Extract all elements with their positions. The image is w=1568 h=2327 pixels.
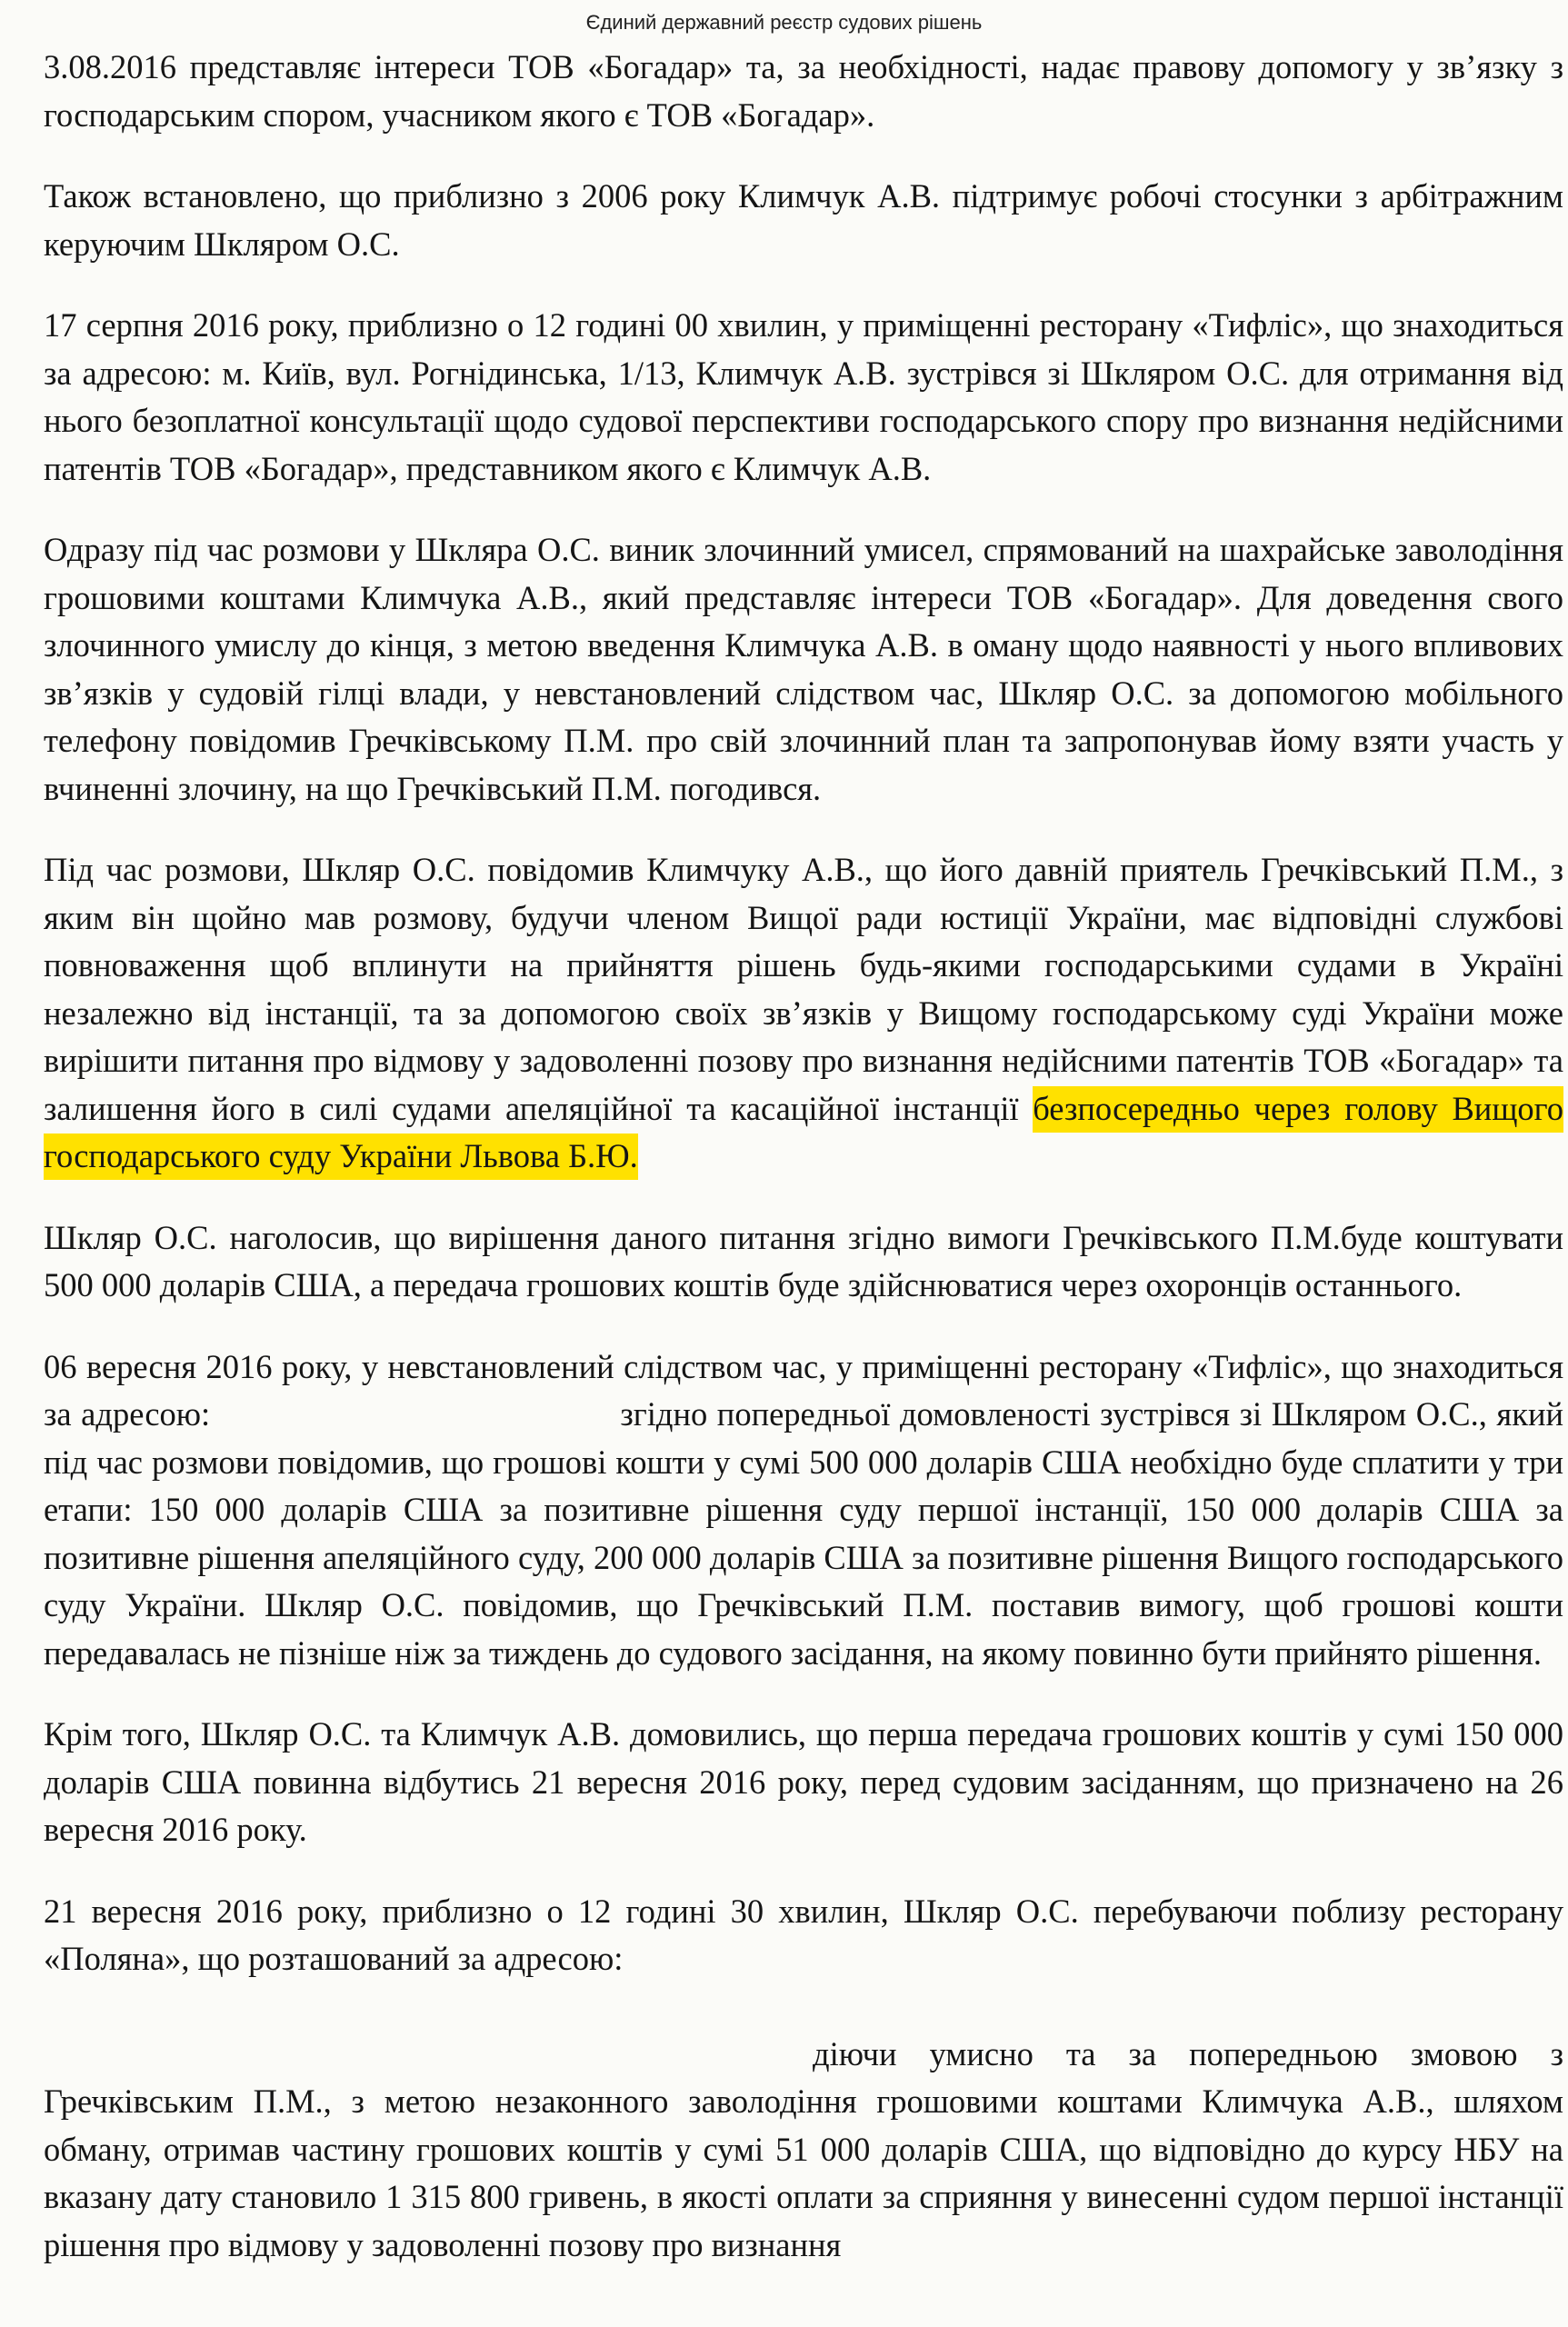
- paragraph-1: 3.08.2016 представляє інтереси ТОВ «Богадар» та, за необхідності, надає правову допомогу у зв’язку з господарським спором, учасником якого є ТОВ «Богадар».: [44, 48, 1563, 134]
- paragraph-5: [44, 846, 1563, 1181]
- highlighted-text: безпосередньо через голову Вищого господарського суду України Львова Б.Ю.: [44, 1086, 1563, 1181]
- paragraph-9-part-b: діючи умисно та за попередньою змовою з Гречківським П.М., з метою незаконного заволодіння грошовими коштами Климчука А.В., шляхом обману, отримав частину грошових коштів у сумі 51 000 доларів США, що відповідно до курсу НБУ на вказану дату становило 1 315 800 гривень, в якості оплати за сприяння у винесенні судом першої інстанції рішення про відмову у задоволенні позову про визнання: [44, 2034, 1563, 2263]
- paragraph-8: Крім того, Шкляр О.С. та Климчук А.В. домовились, що перша передача грошових коштів у сумі 150 000 доларів США повинна відбутись 21 вересня 2016 року, перед судовим засіданням, що призначено на 26 вересня 2016 року.: [44, 1715, 1563, 1848]
- paragraph-2: Також встановлено, що приблизно з 2006 року Климчук А.В. підтримує робочі стосунки з арбітражним керуючим Шкляром О.С.: [44, 177, 1563, 263]
- registry-header: Єдиний державний реєстр судових рішень: [585, 11, 983, 34]
- paragraph-7: [44, 1343, 1563, 1678]
- paragraph-4: Одразу під час розмови у Шкляра О.С. виник злочинний умисел, спрямований на шахрайське заволодіння грошовими коштами Климчука А.В., який представляє інтереси ТОВ «Богадар». Для доведення свого злочинного умислу до кінця, з метою введення Климчука А.В. в оману щодо наявності у нього впливових зв’язків у судовій гілці влади, у невстановлений слідством час, Шкляр О.С. за допомогою мобільного телефону повідомив Гречківському П.М. про свій злочинний план та запропонував йому взяти участь у вчиненні злочину, на що Гречківський П.М. погодився.: [44, 531, 1563, 807]
- paragraph-9-part-a: 21 вересня 2016 року, приблизно о 12 годині 30 хвилин, Шкляр О.С. перебуваючи поблизу ресторану «Поляна», що розташований за адресою:: [44, 1892, 1563, 1977]
- paragraph-7-part-a: 06 вересня 2016 року, у невстановлений слідством час, у приміщенні ресторану «Тифліс», що знаходиться за адресою:: [44, 1347, 1563, 1433]
- paragraph-6: Шкляр О.С. наголосив, що вирішення даного питання згідно вимоги Гречківського П.М.буде коштувати 500 000 доларів США, а передача грошових коштів буде здійснюватися через охоронців останнього.: [44, 1218, 1563, 1303]
- paragraph-7-part-b: згідно попередньої домовленості зустрівся зі Шкляром О.С., який під час розмови повідомив, що грошові кошти у сумі 500 000 доларів США необхідно буде сплатити у три етапи: 150 000 доларів США за позитивне рішення суду першої інстанції, 150 000 доларів США за позитивне рішення апеляційного суду, 200 000 доларів США за позитивне рішення Вищого господарського суду України. Шкляр О.С. повідомив, що Гречківський П.М. поставив вимогу, щоб грошові кошти передавалась не пізніше ніж за тиждень до судового засідання, на якому повинно бути прийнято рішення.: [44, 1395, 1564, 1672]
- paragraph-5-text: Під час розмови, Шкляр О.С. повідомив Климчуку А.В., що його давній приятель Гречківський П.М., з яким він щойно мав розмову, будучи членом Вищої ради юстиції України, має відповідні службові повноваження щоб вплинути на прийняття рішень будь-якими господарськими судами в Україні незалежно від інстанції, та за допомогою своїх зв’язків у Вищому господарському суді України може вирішити питання про відмову у задоволенні позову про визнання недійсними патентів ТОВ «Богадар» та залишення його в силі судами апеляційної та касаційної інстанції: [44, 851, 1563, 1127]
- redacted-address-line: [44, 1983, 1563, 2031]
- paragraph-9: [44, 1888, 1563, 2270]
- paragraph-3: 17 серпня 2016 року, приблизно о 12 годині 00 хвилин, у приміщенні ресторану «Тифліс», що знаходиться за адресою: м. Київ, вул. Рогнідинська, 1/13, Климчук А.В. зустрівся зі Шкляром О.С. для отримання від нього безоплатної консультації щодо судової перспективи господарського спору про визнання недійсними патентів ТОВ «Богадар», представником якого є Климчук А.В.: [44, 306, 1563, 487]
- document-body: [44, 44, 1563, 2302]
